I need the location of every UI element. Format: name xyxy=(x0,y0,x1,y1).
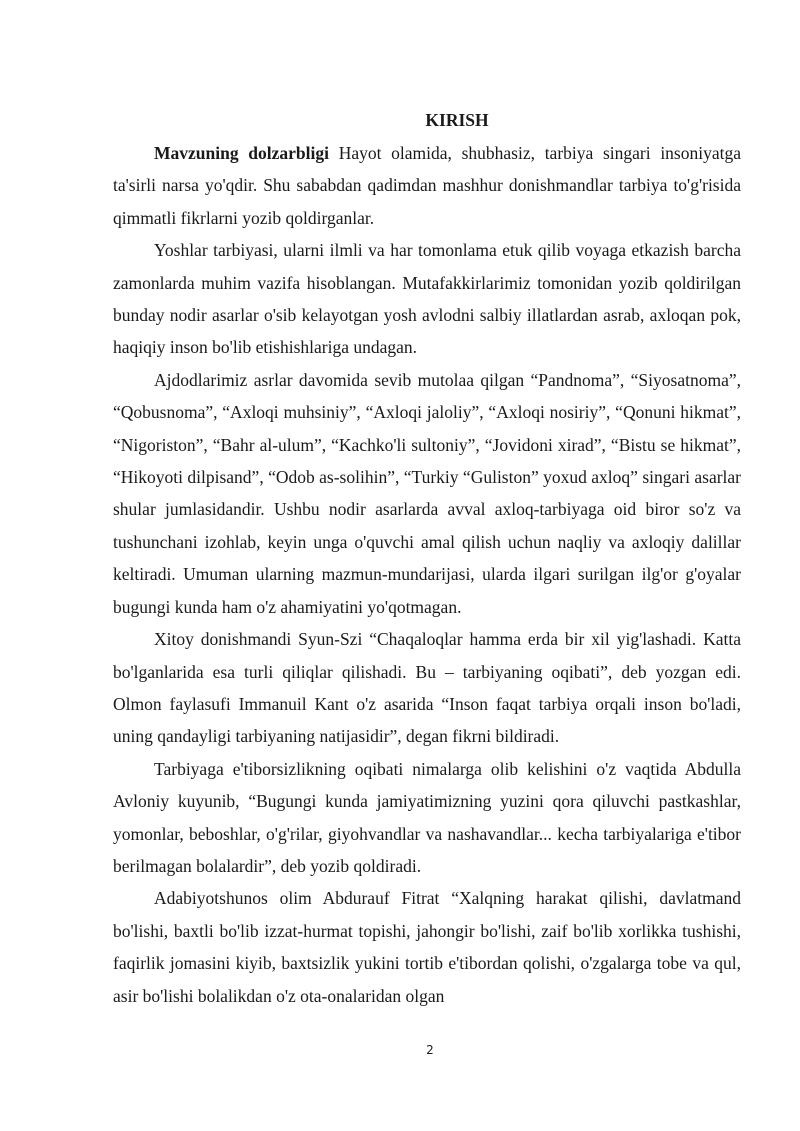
paragraph-text: Yoshlar tarbiyasi, ularni ilmli va har tomonlama etuk qilib voyaga etkazish barcha zamonlarda muhim vazifa hisoblangan. Mutafakkirlarimiz tomonidan yozib qoldirilgan bunday nodir asarlar o'sib kelayotgan yosh avlodni salbiy illatlardan asrab, axloqan pok, haqiqiy inson bo'lib etishishlariga undagan. xyxy=(113,240,741,358)
paragraph-text: Xitoy donishmandi Syun-Szi “Chaqaloqlar hamma erda bir xil yig'lashadi. Katta bo'lganlarida esa turli qiliqlar qilishadi. Bu – tarbiyaning oqibati”, deb yozgan edi. Olmon faylasufi Immanuil Kant o'z asarida “Inson faqat tarbiya orqali inson bo'ladi, uning qandayligi tarbiyaning natijasidir”, degan fikrni bildiradi. xyxy=(113,629,741,747)
document-page xyxy=(113,106,741,1012)
paragraph-6 xyxy=(113,882,741,1012)
paragraph-3 xyxy=(113,364,741,623)
paragraph-lead: Mavzuning dolzarbligi xyxy=(154,143,329,163)
paragraph-4 xyxy=(113,623,741,753)
page-number: 2 xyxy=(426,1043,434,1057)
paragraph-1 xyxy=(113,137,741,234)
section-heading: KIRISH xyxy=(425,110,489,130)
paragraph-text: Adabiyotshunos olim Abdurauf Fitrat “Xalqning harakat qilishi, davlatmand bo'lishi, baxtli bo'lib izzat-hurmat topishi, jahongir bo'lishi, zaif bo'lib xorlikka tushishi, faqirlik jomasini kiyib, baxtsizlik yukini tortib e'tibordan qolishi, o'zgalarga tobe va qul, asir bo'lishi bolalikdan o'z ota-onalaridan olgan xyxy=(113,888,741,1006)
paragraph-text: Tarbiyaga e'tiborsizlikning oqibati nimalarga olib kelishini o'z vaqtida Abdulla Avloniy kuyunib, “Bugungi kunda jamiyatimizning yuzini qora qiluvchi pastkashlar, yomonlar, beboshlar, o'g'rilar, giyohvandlar va nashavandlar... kecha tarbiyalariga e'tibor berilmagan bolalardir”, deb yozib qoldiradi. xyxy=(113,758,741,876)
paragraph-text: Ajdodlarimiz asrlar davomida sevib mutolaa qilgan “Pandnoma”, “Siyosatnoma”, “Qobusnoma”, “Axloqi muhsiniy”, “Axloqi jaloliy”, “Axloqi nosiriy”, “Qonuni hikmat”, “Nigoriston”, “Bahr al-ulum”, “Kachko'li sultoniy”, “Jovidoni xirad”, “Bistu se hikmat”, “Hikoyoti dilpisand”, “Odob as-solihin”, “Turkiy “Guliston” yoxud axloq” singari asarlar shular jumlasidandir. Ushbu nodir asarlarda avval axloq-tarbiyaga oid biror so'z va tushunchani izohlab, keyin unga o'quvchi amal qilish uchun naqliy va axloqiy dalillar keltiradi. Umuman ularning mazmun-mundarijasi, ularda ilgari surilgan ilg'or g'oyalar bugungi kunda ham o'z ahamiyatini yo'qotmagan. xyxy=(113,369,741,617)
paragraph-2 xyxy=(113,234,741,364)
paragraph-5 xyxy=(113,753,741,883)
paragraph-text: Hayot olamida, shubhasiz, tarbiya singari insoniyatga ta'sirli narsa yo'qdir. Shu sababdan qadimdan mashhur donishmandlar tarbiya to'g'risida qimmatli fikrlarni yozib qoldirganlar. xyxy=(113,143,741,228)
